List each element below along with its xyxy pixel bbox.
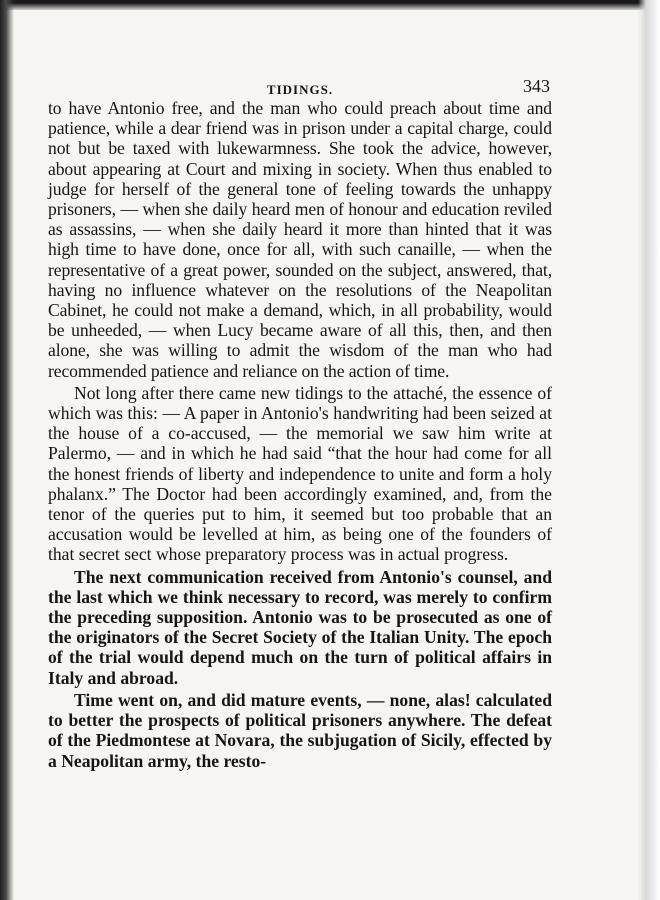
book-page [48,68,552,771]
scan-top-shadow [0,0,660,10]
running-title: TIDINGS. [266,82,334,97]
paragraph-3: The next communication received from Antonio's counsel, and the last which we think necessary to record, was merely to confirm the preceding supposition. Antonio was to be prosecuted as one of the originators of the Secret Society of the Italian Unity. The epoch of the trial would depend much on the turn of political affairs in Italy and abroad. [48,566,552,688]
paragraph-1: to have Antonio free, and the man who could preach about time and patience, while a dear friend was in prison under a capital charge, could not but be taxed with lukewarmness. She took the advice, however, about appearing at Court and mixing in society. When thus enabled to judge for herself of the general tone of feeling towards the unhappy prisoners, — when she daily heard men of honour and education reviled as assassins, — when she daily heard it more than hinted that it was high time to have done, once for all, with such canaille, — when the representative of a great power, sounded on the subject, answered, that, having no influence whatever on the resolutions of the Neapolitan Cabinet, he could not make a demand, which, in all probability, would be unheeded, — when Lucy became aware of all this, then, and then alone, she was willing to admit the wisdom of the man who had recommended patience and reliance on the action of time. [48,98,552,381]
scan-right-edge [638,0,660,900]
page-header [48,68,552,98]
paragraph-2: Not long after there came new tidings to the attaché, the essence of which was this: — A paper in Antonio's handwriting had been seized at the house of a co-accused, — the memorial we saw him write at Palermo, — and in which he had said “that the hour had come for all the honest friends of liberty and independence to unite and form a holy phalanx.” The Doctor had been accordingly examined, and, from the tenor of the queries put to him, it seemed but too probable that an accusation would be levelled at him, as being one of the founders of that secret sect whose preparatory process was in actual progress. [48,382,552,565]
page-number: 343 [523,76,550,96]
body-text [48,98,552,771]
paragraph-4: Time went on, and did mature events, — none, alas! calculated to better the prospects of political prisoners anywhere. The defeat of the Piedmontese at Novara, the subjugation of Sicily, effected by a Neapolitan army, the resto- [48,689,552,771]
scan-left-shadow [0,0,14,900]
